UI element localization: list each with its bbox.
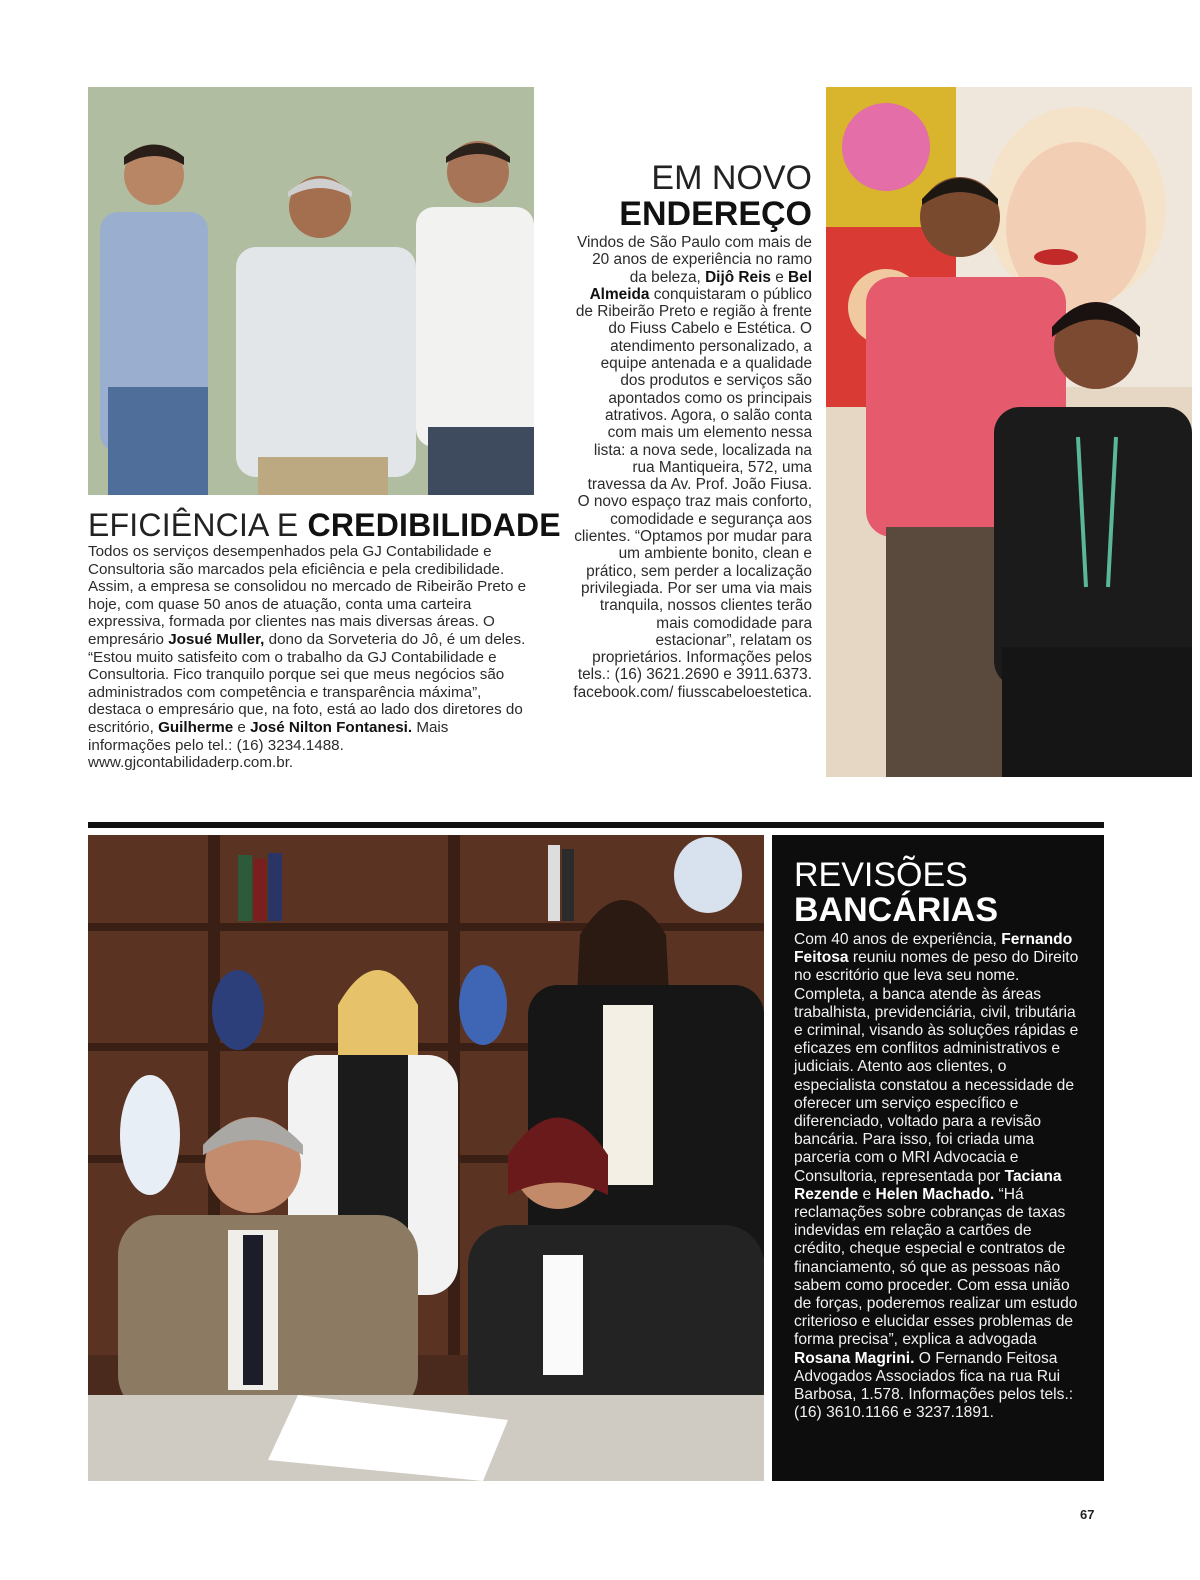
article-title bbox=[88, 507, 561, 543]
bold-name: Helen Machado. bbox=[875, 1185, 995, 1203]
article-endereco bbox=[572, 160, 812, 701]
article-body bbox=[794, 931, 1086, 1422]
title-light: EFICIÊNCIA E bbox=[88, 507, 308, 543]
bold-name: Bel Almeida bbox=[589, 268, 812, 303]
text-run: Vindos de São Paulo com mais de 20 anos de experiência no ramo da beleza, bbox=[577, 234, 812, 286]
bold-name: José Nilton Fontanesi. bbox=[250, 718, 413, 736]
bold-name: Dijô Reis bbox=[705, 268, 771, 286]
text-run: Mais informações pelo tel.: (16) 3234.1488. www.gjcontabilidaderp.com.br. bbox=[88, 718, 449, 772]
title-bold: ENDEREÇO bbox=[619, 195, 812, 233]
text-run: e bbox=[233, 718, 251, 736]
section-divider bbox=[88, 822, 1104, 828]
text-run: reuniu nomes de peso do Direito no escritório que leva seu nome. Completa, a banca atende às áreas trabalhista, previdenciária, civil, tributária e criminal, visando às soluções rápidas e eficazes em conflitos administrativos e judiciais. Atento aos clientes, o especialista constatou a necessidade de oferecer um serviço específico e diferenciado, voltado para a revisão bancária. Para isso, foi criada uma parceria com o MRI Advocacia e Consultoria, representada por bbox=[794, 949, 1079, 1185]
title-bold: BANCÁRIAS bbox=[794, 891, 998, 929]
article-body bbox=[88, 543, 534, 772]
text-run: e bbox=[858, 1185, 876, 1203]
text-run: dono da Sorveteria do Jô, é um deles. “Estou muito satisfeito com o trabalho da GJ Contabilidade e Consultoria. Fico tranquilo porque sei que meus negócios são administrados com competência e transparência máxima”, destaca o empresário que, na foto, está ao lado dos diretores do escritório, bbox=[88, 630, 526, 736]
photo-salon-owners bbox=[826, 87, 1192, 777]
photo-law-office bbox=[88, 835, 764, 1481]
title-bold: CREDIBILIDADE bbox=[307, 507, 561, 543]
text-run: Com 40 anos de experiência, bbox=[794, 931, 1002, 948]
text-run: e bbox=[770, 268, 789, 286]
bold-name: Rosana Magrini. bbox=[794, 1349, 915, 1367]
photo-three-men bbox=[88, 87, 534, 495]
text-run: “Há reclamações sobre cobranças de taxas indevidas em relação a cartões de crédito, cheque especial e contratos de financiamento, só que as pessoas não sabem como proceder. Com essa união de forças, poderemos realizar um estudo criterioso e elucidar esses problemas de forma precisa”, explica a advogada bbox=[794, 1185, 1078, 1349]
page-number: 67 bbox=[1080, 1507, 1095, 1522]
article-body bbox=[572, 234, 812, 701]
text-run: conquistaram o público de Ribeirão Preto e região à frente do Fiuss Cabelo e Estética. O atendimento personalizado, a equipe antenada e a qualidade dos produtos e serviços são apontados como os principais atrativos. Agora, o salão conta com mais um elemento nessa lista: a nova sede, localizada na rua Mantiqueira, 572, uma travessa da Av. Prof. João Fiusa. O novo espaço traz mais conforto, comodidade e segurança aos clientes. “Optamos por mudar para um ambiente bonito, clean e prático, sem perder a localização privilegiada. Por ser uma via mais tranquila, nossos clientes terão mais comodidade para estacionar”, relatam os proprietários. Informações pelos tels.: (16) 3621.2690 e 3911.6373. facebook.com/ fiusscabeloestetica. bbox=[573, 285, 812, 701]
text-run: Todos os serviços desempenhados pela GJ Contabilidade e Consultoria são marcados pela eficiência e pela credibilidade. Assim, a empresa se consolidou no mercado de Ribeirão Preto e hoje, com quase 50 anos de atuação, conta uma carteira expressiva, formada por clientes nas mais diversas áreas. O empresário bbox=[88, 543, 527, 648]
title-light: EM NOVO bbox=[651, 159, 812, 197]
bold-name: Josué Muller, bbox=[168, 630, 265, 648]
title-light: REVISÕES bbox=[794, 856, 968, 894]
bold-name: Taciana Rezende bbox=[794, 1167, 1062, 1203]
text-run: O Fernando Feitosa Advogados Associados fica na rua Rui Barbosa, 1.578. Informações pelos tels.: (16) 3610.1166 e 3237.1891. bbox=[794, 1349, 1074, 1422]
bold-name: Guilherme bbox=[158, 718, 234, 736]
bold-name: Fernando Feitosa bbox=[794, 931, 1073, 967]
article-credibilidade bbox=[88, 507, 561, 772]
article-revisoes bbox=[772, 835, 1104, 1481]
